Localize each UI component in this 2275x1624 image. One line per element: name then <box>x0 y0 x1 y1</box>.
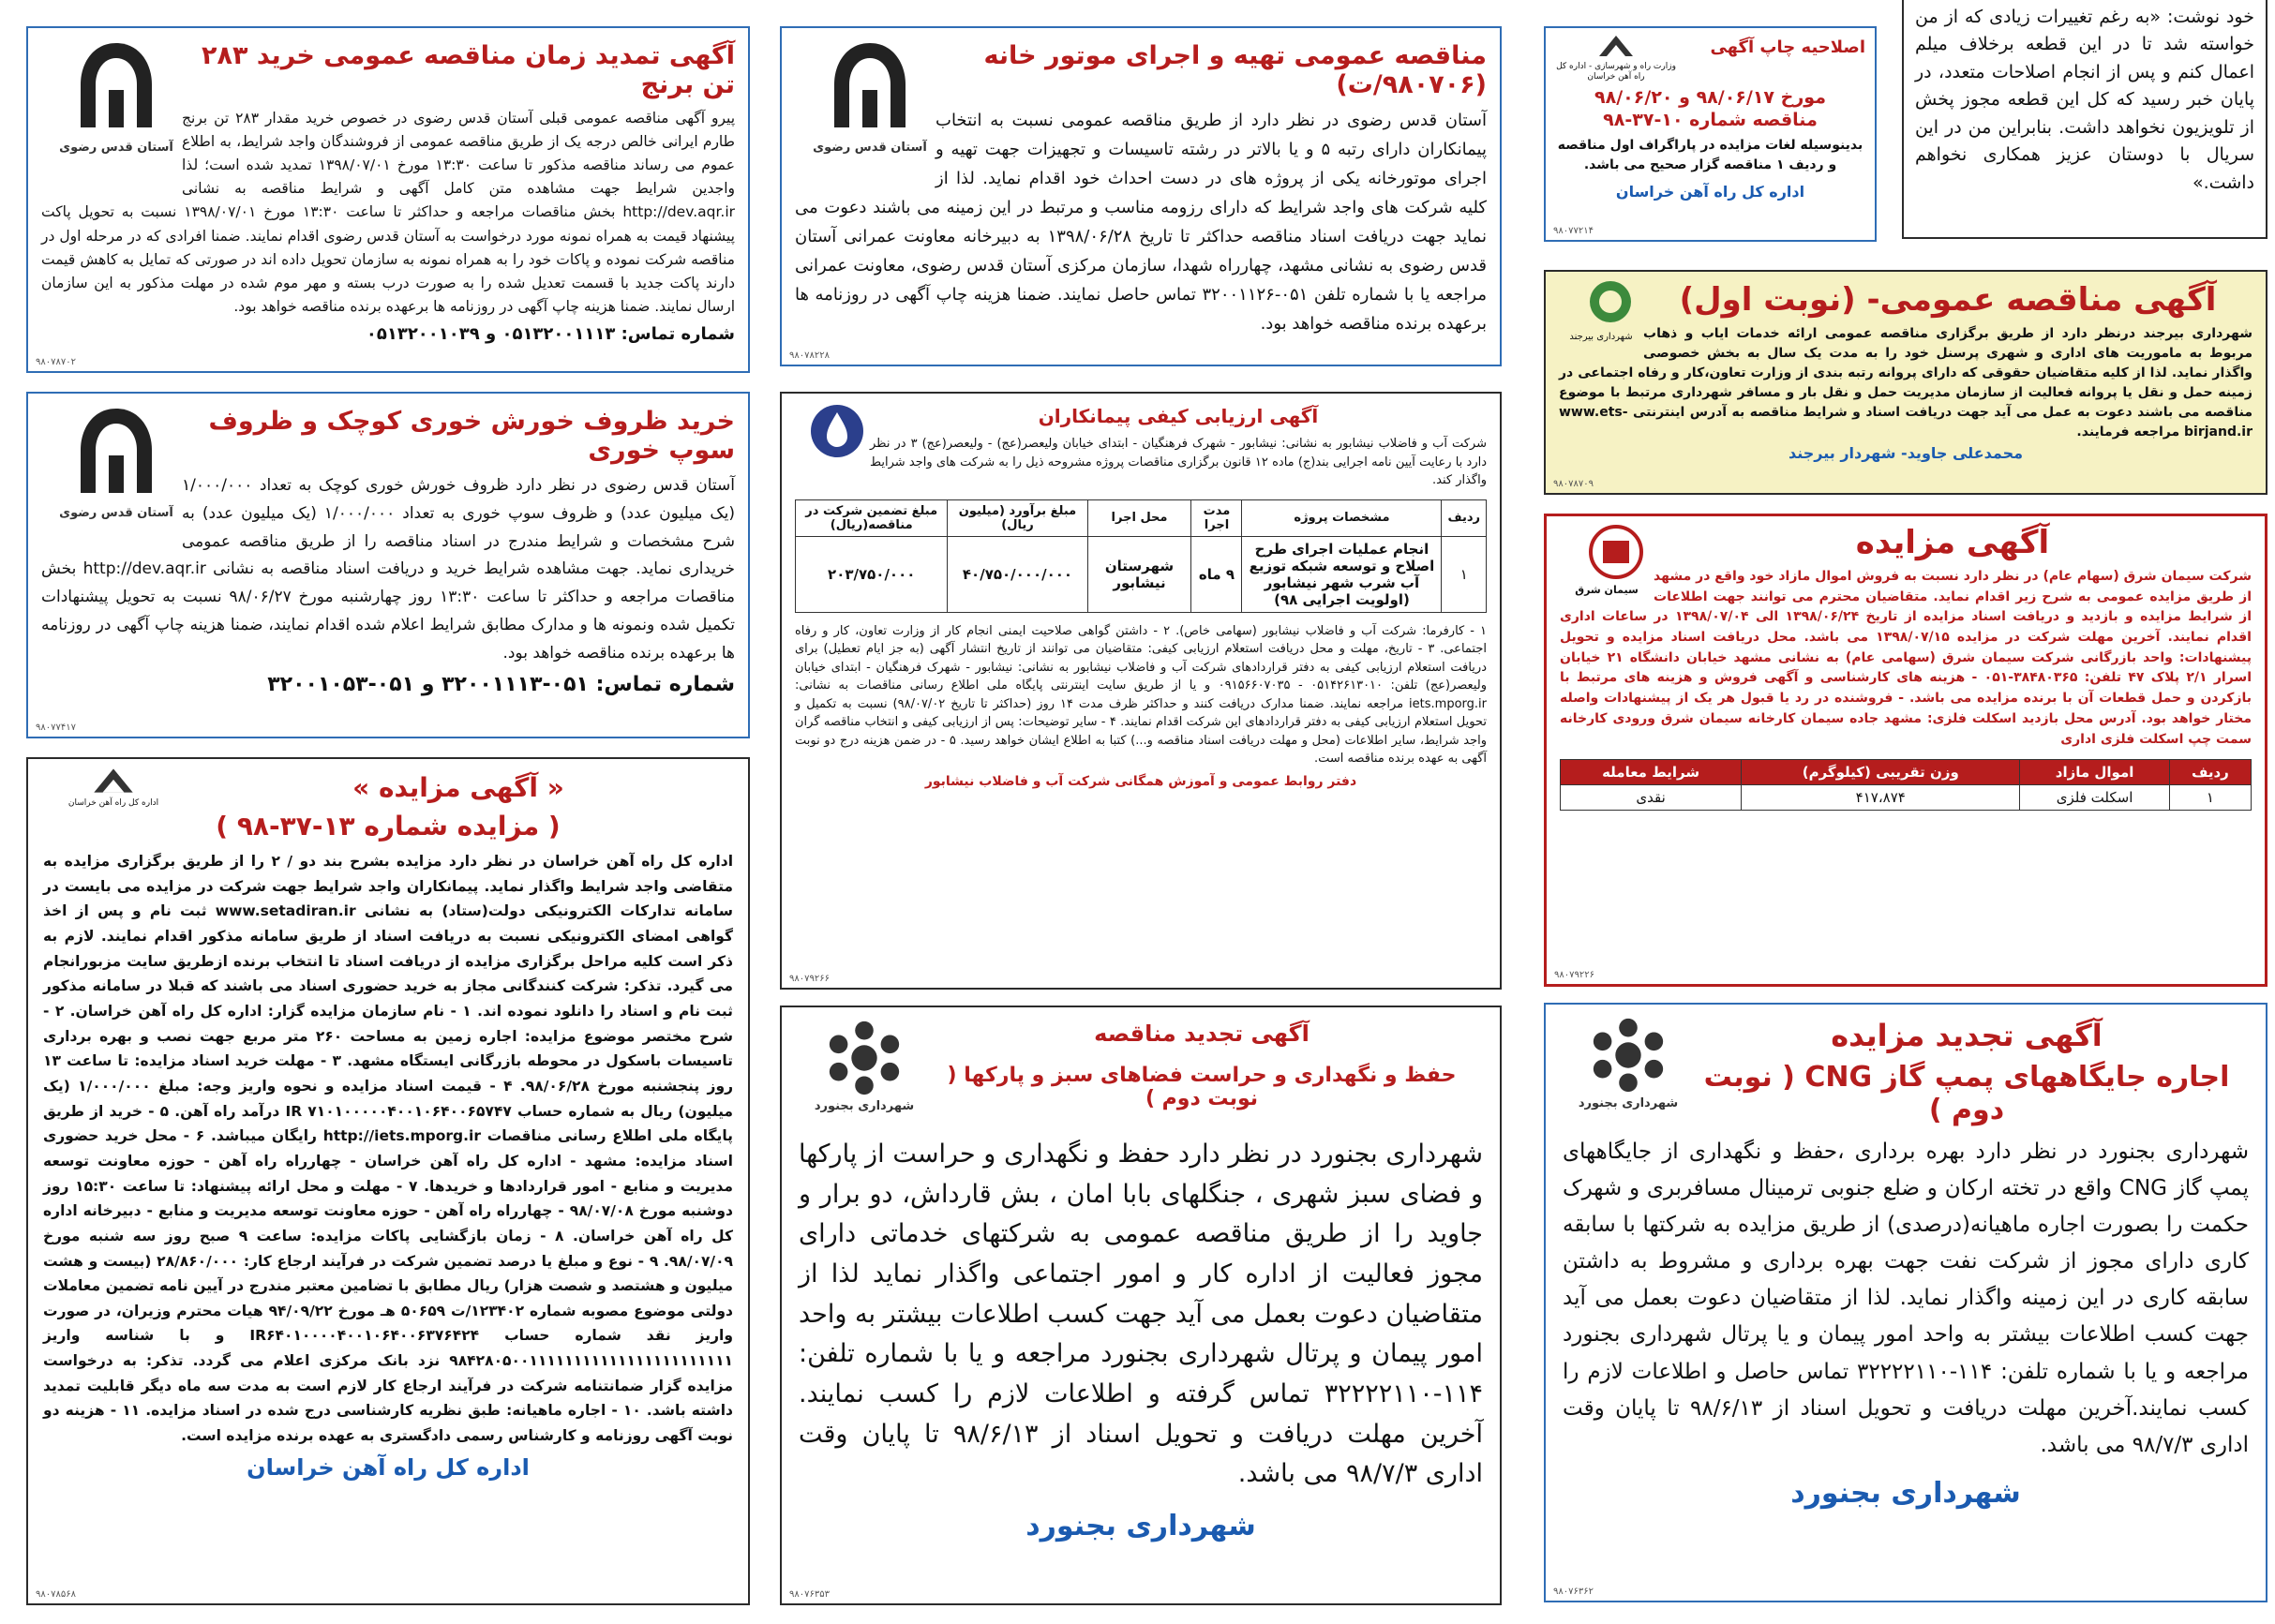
cng-body: شهرداری بجنورد در نظر دارد بهره برداری ،حفظ و نگهداری از جایگاههای پمپ گاز CNG واقع در تخته ارکان و ضلع جنوبی ترمینال مسافربری و شهرک حکمت را بصورت اجاره ماهیانه(درصدی) از طریق مزایده به شرکتها با سابقه کاری دارای مجوز از شرکت نفت جهت بهره برداری و مشروط به داشتن سابقه کاری در این زمینه واگذار نماید. لذا از متقاضیان دعوت بعمل می آید جهت کسب اطلاعات بیشتر به واحد امور پیمان و یا پرتال شهرداری بجنورد مراجعه و یا با شماره تلفن: ۱۱۴-۳۲۲۲۲۱۱۰ تماس حاصل و اطلاعات لازم را کسب نمایند.آخرین مهلت دریافت و تحویل اسناد از ۹۸/۶/۱۳ تا پایان وقت اداری ۹۸/۷/۳ می باشد. <box>1563 1140 2249 1457</box>
table-cell: شهرستان نیشابور <box>1087 536 1191 612</box>
parks-body: شهرداری بجنورد در نظر دارد حفظ و نگهداری و حراست از پارکها و فضای سبز شهری ، جنگلهای بابا امان ، بش قارداش، دو برار و جاوید را از طریق مناقصه عمومی به شرکتهای خدماتی دارای مجوز فعالیت از اداره کار و امور اجتماعی واگذار نماید لذا از متقاضیان دعوت بعمل می آید جهت کسب اطلاعات بیشتر به واحد امور پیمان و پرتال شهرداری بجنورد مراجعه و یا با شماره تلفن: ۱۱۴-۳۲۲۲۲۱۱۰ تماس گرفته و اطلاعات لازم را کسب نمایند. آخرین مهلت دریافت و تحویل اسناد از ۹۸/۶/۱۳ تا پایان وقت اداری ۹۸/۷/۳ می باشد. <box>799 1140 1483 1489</box>
bojnurd-cng-ad <box>1544 1003 2268 1602</box>
cng-title: آگهی تجدید مزایده <box>1831 1018 2103 1053</box>
astan-emblem-icon <box>60 403 172 506</box>
birjand-emblem-icon <box>1578 279 1643 328</box>
table-cell: ۲۰۳/۷۵۰/۰۰۰ <box>796 536 948 612</box>
ad-code: ۹۸۰۷۸۷۰۹ <box>1553 479 1594 489</box>
bojnurd-logo <box>808 1017 920 1129</box>
birjand-body: شهرداری بیرجند درنظر دارد از طریق برگزاری مناقصه عمومی ارائه خدمات ایاب و ذهاب مربوط به ماموریت های اداری و شهری پرسنل خود را به مدت یک سال به بخش خصوصی واگذار نماید. لذا از کلیه متقاضیان حقوقی که دارای پروانه رتبه بندی از وزارت تعاون،کار و رفاه اجتماعی در زمینه حمل و نقل یا پروانه فعالیت از سازمان مدیریت حمل و نقل بار و مسافر شهرداری مرتبط با موضوع مناقصه می باشند دعوت به عمل می آید جهت دریافت اسناد و شرایط مناقصه به آدرس اینترنتی www.ets-birjand.ir مراجعه فرمایند. <box>1559 326 2253 440</box>
water-drop-icon <box>804 401 870 461</box>
rice-title: آگهی تمدید زمان مناقصه عمومی خرید ۲۸۳ تن برنج <box>202 41 735 99</box>
article-fragment <box>1902 0 2268 239</box>
neyshabur-sign: دفتر روابط عمومی و آموزش همگانی شرکت آب و فاضلاب نیشابور <box>924 773 1357 789</box>
table-cell: ۱ <box>1442 536 1487 612</box>
ad-code: ۹۸۰۷۷۲۱۴ <box>1553 226 1594 236</box>
table-header: اموال مازاد <box>2020 760 2169 785</box>
astan-logo <box>804 37 935 178</box>
railway-emblem-icon <box>92 767 135 795</box>
correction-ad <box>1544 26 1877 242</box>
cement-table <box>1560 759 2252 811</box>
cement-logo <box>1560 524 1654 599</box>
cement-title: آگهی مزایده <box>1855 524 2050 561</box>
table-header: مدت اجرا <box>1191 499 1242 536</box>
bojnurd-emblem-icon <box>1581 1014 1675 1096</box>
water-company-logo <box>795 401 870 467</box>
astan-logo-text: آستان قدس رضوی <box>59 141 173 155</box>
neyshabur-table <box>795 499 1487 613</box>
parks-title: آگهی تجدید مناقصه <box>1094 1021 1310 1047</box>
rice-body: پیرو آگهی مناقصه عمومی قبلی آستان قدس رضوی در خصوص خرید مقدار ۲۸۳ تن برنج طارم ایرانی خالص درجه یک از طریق مناقصه عمومی از فروشندگان واجد شرایط، به اطلاع عموم می رساند مناقصه مذکور تا ساعت ۱۳:۳۰ مورخ ۱۳۹۸/۰۷/۰۱ تمدید شده است؛ لذا واجدین شرایط جهت مشاهده متن کامل آگهی و شرایط مناقصه به نشانی http://dev.aqr.ir بخش مناقصات مراجعه و حداکثر تا ساعت ۱۳:۳۰ مورخ ۱۳۹۸/۰۷/۰۱ نسبت به تحویل پاکت پیشنهاد قیمت به همراه نمونه مورد درخواست به آستان قدس رضوی اقدام نمایند. ضمنا افرادی که در مرحله اول در مناقصه شرکت نموده و پاکات خود را به همراه نمونه به سازمان تحویل داده اند در صورتی که تمایل به کاهش قیمت دارند پاکت جدید با قسمت تعدیل شده را به صورت درب بسته و مهر موم شده در مهلت مذکور به این سازمان ارسال نمایند. ضمنا هزینه چاپ آگهی در روزنامه ها برعهده برنده مناقصه خواهد بود. <box>41 110 736 315</box>
cement-body: شرکت سیمان شرق (سهام عام) در نظر دارد نسبت به فروش اموال مازاد خود واقع در مشهد از طریق مزایده عمومی به شرح زیر اقدام نماید. متقاضیان محترم می توانند جهت اطلاعات از شرایط مزایده و بازدید و دریافت اسناد مزایده از تاریخ ۱۳۹۸/۰۶/۲۴ الی ۱۳۹۸/۰۷/۰۴ در ساعات اداری اقدام نمایند. آخرین مهلت شرکت در مزایده ۱۳۹۸/۰۷/۱۵ می باشد. محل دریافت اسناد مزایده و تحویل پیشنهادات: واحد بازرگانی شرکت سیمان شرق (سهامی عام) به نشانی مشهد خیابان دانشگاه ۲۱ خیابان اسرار ۲/۱ پلاک ۴۷ تلفن: ۳۸۴۸۰۳۶۵-۰۵۱ - هزینه های کارشناسی و آگهی فروش و هزینه های مرتبط با بازکردن و حمل قطعات آن با برنده مزایده می باشد. - فروشنده در رد یا قبول هر یک از پیشنهادات واصله مختار خواهد بود. آدرس محل بازدید اسکلت فلزی: مشهد جاده سیمان کارخانه سیمان شرق ورودی کارخانه سمت چپ اسکلت فلزی اداری <box>1560 569 2252 747</box>
table-header: شرایط معامله <box>1561 760 1742 785</box>
table-cell: اسکلت فلزی <box>2020 785 2169 811</box>
correction-org: وزارت راه و شهرسازی - اداره کل راه آهن خراسان <box>1556 61 1676 82</box>
correction-title: اصلاحیه چاپ آگهی <box>1710 37 1865 57</box>
railway-title: « آگهی مزایده » <box>352 772 564 803</box>
bojnurd-emblem-icon <box>817 1017 911 1099</box>
railway-auction-ad <box>26 757 750 1605</box>
soup-title: خرید ظروف خورش خوری کوچک و ظروف سوپ خوری <box>208 407 735 465</box>
correction-dates: مورخ ۹۸/۰۶/۱۷ و ۹۸/۰۶/۲۰ <box>1594 87 1826 109</box>
table-cell: ۴۰/۷۵۰/۰۰۰/۰۰۰ <box>948 536 1087 612</box>
table-header: مشخصات پروژه <box>1242 499 1442 536</box>
table-cell: نقدی <box>1561 785 1742 811</box>
parks-sign: شهرداری بجنورد <box>1025 1509 1256 1542</box>
table-row <box>1561 785 2252 811</box>
railway-emblem-icon <box>1597 34 1635 58</box>
bojnurd-logo <box>1572 1014 1684 1126</box>
motor-house-title: مناقصه عمومی تهیه و اجرای موتور خانه (۹۸۰۷۰۶/ت) <box>983 41 1487 99</box>
railway-org: اداره کل راه آهن خراسان <box>67 797 159 808</box>
ad-code: ۹۸۰۷۹۲۲۶ <box>1554 970 1594 980</box>
table-header: ردیف <box>2169 760 2251 785</box>
table-cell: انجام عملیات اجرای طرح اصلاح و توسعه شبکه توزیع آب شرب شهر نیشابور (اولویت اجرایی ۹۸) <box>1242 536 1442 612</box>
astan-emblem-icon <box>60 37 172 141</box>
table-cell: ۱ <box>2169 785 2251 811</box>
table-header: ردیف <box>1442 499 1487 536</box>
birjand-logo-text: شهرداری بیرجند <box>1569 332 1633 342</box>
ad-code: ۹۸۰۷۶۳۵۳ <box>789 1589 830 1600</box>
soup-body: آستان قدس رضوی در نظر دارد ظروف خورش خوری کوچک به تعداد ۱/۰۰۰/۰۰۰ (یک میلیون عدد) و ظروف سوپ خوری به تعداد ۱/۰۰۰/۰۰۰ (یک میلیون عدد) به شرح مشخصات و شرایط مندرج در اسناد مناقصه را از طریق مناقصه عمومی خریداری نماید. جهت مشاهده شرایط خرید و دریافت اسناد مناقصه به نشانی http://dev.aqr.ir بخش مناقصات مراجعه و حداکثر تا ساعت ۱۳:۳۰ روز چهارشنبه مورخ ۹۸/۰۶/۲۷ نسبت به تحویل پیشنهادات تکمیل شده ونمونه ها و مدارک مطابق شرایط اعلام شده اقدام نمایند، ضمنا هزینه چاپ آگهی در روزنامه ها برعهده برنده مناقصه خواهد بود. <box>41 476 736 663</box>
ad-code: ۹۸۰۷۷۴۱۷ <box>36 723 76 733</box>
neyshabur-notes: ۱ - کارفرما: شرکت آب و فاضلاب نیشابور (سهامی خاص). ۲ - داشتن گواهی صلاحیت ایمنی انجام کار از وزارت تعاون، کار و رفاه اجتماعی. ۳ - تاریخ، مهلت و محل دریافت استعلام ارزیابی کیفی: متقاضیان می توانند از تاریخ انتشار آگهی (به جز ایام تعطیل) برای دریافت استعلام ارزیابی کیفی به دفتر قراردادهای شرکت آب و فاضلاب نیشابور به نشانی: نیشابور - شهرک فرهنگیان - ابتدای خیابان ولیعصر(عج) تلفن: ۰۵۱۴۲۶۱۳۰۱۰ - ۰۹۱۵۶۶۰۷۰۳۵ و یا از طریق سایت اینترنتی پایگاه ملی اطلاع رسانی مناقصات به نشانی: iets.mporg.ir مراجعه نمایند. ضمنا مدارک دریافت کنند و حداکثر ظرف مدت ۱۴ روز (حداکثر تا تاریخ ۹۸/۰۷/۰۲) نسبت به تکمیل و تحویل استعلام ارزیابی کیفی به دفتر قراردادهای این شرکت اقدام نمایند. ۴ - سایر توضیحات: پس از ارزیابی کیفی و انتخاب مناقصه گران واجد شرایط، سایر اطلاعات (محل و مهلت دریافت اسناد مناقصه و...) کتبا به اطلاع ایشان خواهد رسید. ۵ - در ضمن هزینه درج دو نوبت آگهی به عهده برنده مناقصه است. <box>795 623 1487 766</box>
table-header: محل اجرا <box>1087 499 1191 536</box>
bojnurd-logo-text: شهرداری بجنورد <box>814 1099 915 1113</box>
ad-code: ۹۸۰۷۸۲۲۸ <box>789 350 830 361</box>
correction-sign: اداره کل راه آهن خراسان <box>1615 183 1805 201</box>
astan-logo <box>51 37 182 178</box>
table-cell: ۴۱۷،۸۷۴ <box>1742 785 2020 811</box>
soup-bowls-ad <box>26 392 750 738</box>
birjand-logo <box>1559 279 1643 345</box>
bojnurd-logo-text: شهرداری بجنورد <box>1578 1096 1679 1110</box>
birjand-title: آگهی مناقصه عمومی- (نوبت اول) <box>1679 281 2217 319</box>
cement-auction-ad <box>1544 514 2268 987</box>
astan-emblem-icon <box>814 37 926 141</box>
railway-sign: اداره کل راه آهن خراسان <box>247 1453 530 1481</box>
bojnurd-parks-ad <box>780 1006 1502 1605</box>
ad-code: ۹۸۰۷۹۲۶۶ <box>789 974 830 984</box>
cement-emblem-icon <box>1579 524 1654 580</box>
railway-body: اداره کل راه آهن خراسان در نظر دارد مزایده بشرح بند دو / ۲ را از طریق برگزاری مزایده به متقاضی واجد شرایط واگذار نماید. پیمانکاران واجد شرایط جهت شرکت در مزایده می بایست در سامانه تدارکات الکترونیکی دولت(ستاد) به نشانی www.setadiran.ir ثبت نام و پس از اخذ گواهی امضای الکترونیکی نسبت به دریافت اسناد از طریق سامانه مذکور اقدام نمایند. لازم به ذکر است کلیه مراحل برگزاری مزایده از دریافت اسناد تا انتخاب برنده ازطریق سایت مزبورانجام می گیرد. تذکر: شرکت کنندگانی مجاز به خرید حضوری اسناد می باشند که قبلا در سامانه مذکور ثبت نام و اسناد را دانلود نموده اند. ۱ - نام سازمان مزایده گزار: اداره کل راه آهن خراسان. ۲ - شرح مختصر موضوع مزایده: اجاره زمین به مساحت ۲۶۰ متر مربع جهت نصب و بهره برداری تاسیسات باسکول در محوطه بازرگانی ایستگاه مشهد. ۳ - مهلت خرید اسناد مزایده: تا ساعت ۱۳ روز پنجشنبه مورخ ۹۸/۰۶/۲۸. ۴ - قیمت اسناد مزایده و نحوه واریز وجه: مبلغ ۱/۰۰۰/۰۰۰ (یک میلیون) ریال به شماره حساب IR ۷۱۰۱۰۰۰۰۰۴۰۰۱۰۶۴۰۰۶۵۷۴۷ درآمد راه آهن. ۵ - خرید از طریق پایگاه ملی اطلاع رسانی مناقصات http://iets.mporg.ir رایگان میباشد. ۶ - محل خرید حضوری اسناد مزایده: مشهد - اداره کل راه آهن خراسان - چهارراه راه آهن - حوزه معاونت توسعه مدیریت و منابع - امور قراردادها و خریدها. ۷ - مهلت و محل ارائه پیشنهاد: تا ساعت ۱۵:۳۰ روز دوشنبه مورخ ۹۸/۰۷/۰۸ - چهارراه راه آهن - حوزه معاونت توسعه مدیریت و منابع - دبیرخانه اداره کل راه آهن خراسان. ۸ - زمان بازگشایی پاکات مزایده: ساعت ۹ صبح روز سه شنبه مورخ ۹۸/۰۷/۰۹. ۹ - نوع و مبلغ یا درصد تضمین شرکت در فرآیند ارجاع کار: ۲۸/۸۶۰/۰۰۰ (بیست و هشت میلیون و هشتصد و شصت هزار) ریال مطابق با تضامین معتبر مندرج در آیین نامه تضمین معاملات دولتی موضوع مصوبه شماره ۱۲۳۴۰۲/ت ۵۰۶۵۹ هـ مورخ ۹۴/۰۹/۲۲ هیات محترم وزیران، در صورت واریز نقد شماره حساب IR۶۴۰۱۰۰۰۰۴۰۰۱۰۶۴۰۰۶۳۷۶۴۲۴ و با شناسه واریز ۹۸۴۲۸۰۵۰۰۱۱۱۱۱۱۱۱۱۱۱۱۱۱۱۱۱۱۱۱۱۱۱ نزد بانک مرکزی اعلام می گردد. تذکر: به درخواست مزایده گزار ضمانتنامه شرکت در فرآیند ارجاع کار لازم است به مدت سه ماه دیگر قابلیت تمدید داشته باشد. ۱۰ - اجاره ماهیانه: طبق نظریه کارشناسی درج شده در اسناد مزایده. ۱۱ - هزینه دو نوبت آگهی روزنامه و کارشناس رسمی دادگستری به عهده برنده مزایده است. <box>43 853 734 1445</box>
astan-logo <box>51 403 182 544</box>
cement-logo-text: سیمان شرق <box>1575 584 1639 596</box>
table-header: مبلغ برآورد (میلیون ریال) <box>948 499 1087 536</box>
motor-house-body: آستان قدس رضوی در نظر دارد از طریق مناقصه عمومی نسبت به انتخاب پیمانکاران دارای رتبه ۵ و یا بالاتر در رشته تاسیسات و تجهیزات جهت تهیه و اجرای موتورخانه یکی از پروژه های در دست احداث خود اقدام نماید. لذا از کلیه شرکت های واجد شرایط که دارای رزومه مناسب و مرتبط در این زمینه می باشند دعوت می نماید جهت دریافت اسناد مناقصه حداکثر تا تاریخ ۱۳۹۸/۰۶/۲۸ به دبیرخانه معاونت عمرانی آستان قدس رضوی به نشانی مشهد، چهارراه شهدا، سازمان مرکزی آستان قدس رضوی، معاونت عمرانی مراجعه یا با شماره تلفن ۰۵۱-۳۲۰۰۱۱۲۶ تماس حاصل نمایند. ضمنا هزینه چاپ آگهی در روزنامه ها برعهده برنده مناقصه خواهد بود. <box>795 111 1487 334</box>
article-fragment-text: خود نوشت: «به رغم تغییرات زیادی که از من خواسته شد تا در این قطعه برخلاف میلم اعمال کنم و پس از انجام اصلاحات متعدد، در پایان خبر رسید که کل این قطعه مجوز پخش از تلویزیون نخواهد داشت. بنابراین من در این سریال با دوستان عزیز همکاری نخواهم داشت.» <box>1915 7 2254 193</box>
birjand-tender-ad <box>1544 270 2268 495</box>
rice-phone: شماره تماس: ۰۵۱۳۲۰۰۱۱۱۳ و ۰۵۱۳۲۰۰۱۰۳۹ <box>366 323 735 344</box>
table-cell: ۹ ماه <box>1191 536 1242 612</box>
astan-logo-text: آستان قدس رضوی <box>813 141 927 155</box>
neyshabur-water-ad <box>780 392 1502 990</box>
railway-logo <box>1555 34 1677 82</box>
table-header: وزن تقریبی (کیلوگرم) <box>1742 760 2020 785</box>
birjand-sign: محمدعلی جاوید- شهردار بیرجند <box>1788 444 2024 462</box>
motor-house-tender-ad <box>780 26 1502 366</box>
correction-tender-number: مناقصه شماره ۱۰-۳۷-۹۸ <box>1603 110 1818 131</box>
neyshabur-title: آگهی ارزیابی کیفی پیمانکاران <box>1038 405 1319 427</box>
ad-code: ۹۸۰۷۶۳۶۲ <box>1553 1587 1594 1597</box>
cng-sign: شهرداری بجنورد <box>1790 1476 2021 1510</box>
rice-tender-ad <box>26 26 750 373</box>
neyshabur-intro: شرکت آب و فاضلاب نیشابور به نشانی: نیشابور - شهرک فرهنگیان - ابتدای خیابان ولیعصر(عج) - ولیعصر(عج) ۳ در نظر دارد با رعایت آیین نامه اجرایی بند(ج) ماده ۱۲ قانون برگزاری مناقصات پروژه مشروحه ذیل را به شرکت های واجد شرایط واگذار کند. <box>870 437 1488 487</box>
table-header: مبلغ تضمین شرکت در مناقصه(ریال) <box>796 499 948 536</box>
railway-subtitle: ( مزایده شماره ۱۳-۳۷-۹۸ ) <box>216 811 561 842</box>
ad-code: ۹۸۰۷۸۷۰۲ <box>36 357 76 367</box>
astan-logo-text: آستان قدس رضوی <box>59 506 173 520</box>
soup-phone: شماره تماس: ۰۵۱-۳۲۰۰۱۱۱۳ و ۰۵۱-۳۲۰۰۱۰۵۳ <box>267 673 735 697</box>
ad-code: ۹۸۰۷۸۵۶۸ <box>36 1589 76 1600</box>
cng-subtitle: اجاره جایگاههای پمپ گاز CNG ( نوبت دوم ) <box>1703 1061 2230 1126</box>
correction-body: بدینوسیله لغات مزایده در پاراگراف اول مناقصه و ردیف ۱ مناقصه گزار صحیح می باشد. <box>1557 138 1863 173</box>
railway-logo <box>43 767 184 809</box>
parks-subtitle: حفظ و نگهداری و حراست فضاهای سبز و پارکها ( نوبت دوم ) <box>947 1064 1457 1110</box>
table-row <box>796 536 1487 612</box>
